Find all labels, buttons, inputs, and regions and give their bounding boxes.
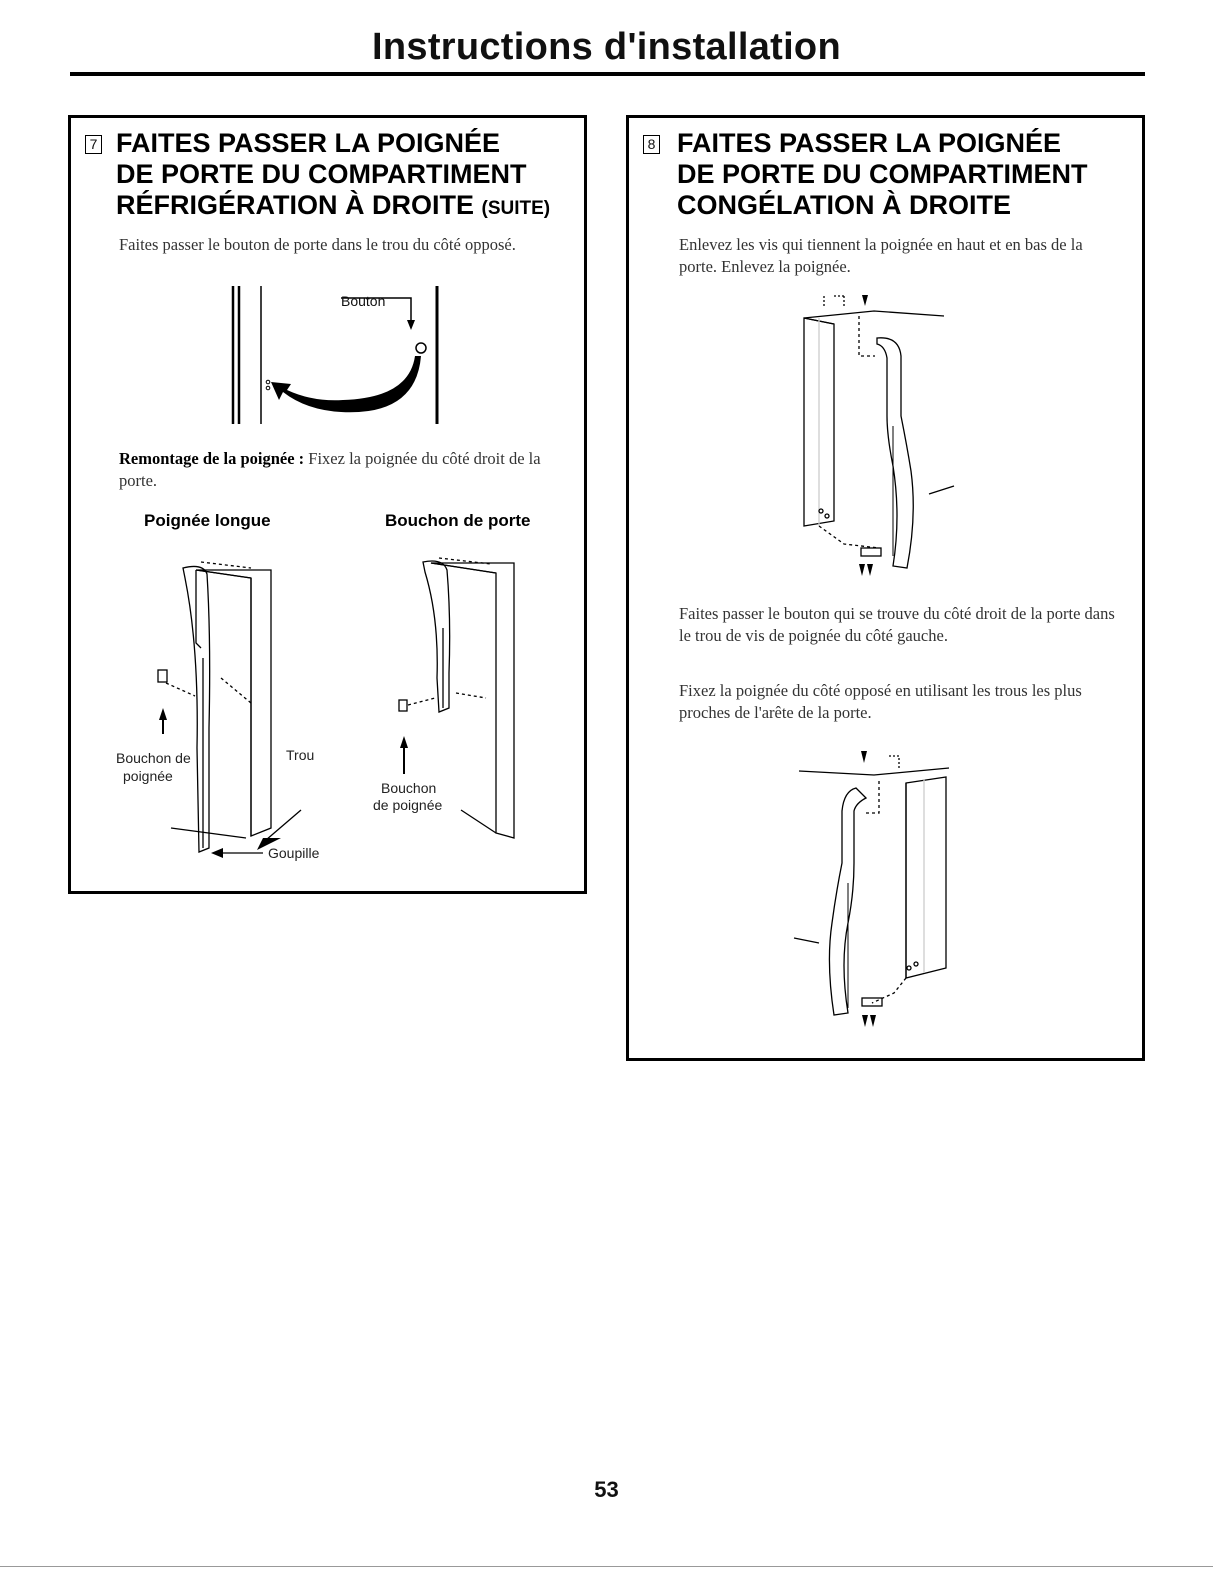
step-8-instruction-3: Fixez la poignée du côté opposé en utilisant les trous les plus proches de l'arête de la porte. [679, 681, 1082, 722]
trou-label: Trou [286, 747, 315, 763]
step-7-heading-suffix: (SUITE) [481, 198, 551, 219]
step-8-panel [626, 115, 1145, 1061]
door-plug-diagram [351, 548, 551, 858]
handle-removal-diagram [789, 296, 959, 586]
step-8-instruction-1: Enlevez les vis qui tiennent la poignée en haut et en bas de la porte. Enlevez la poignée. [679, 235, 1083, 276]
step-7-number: 7 [85, 135, 102, 154]
step-8-heading-line-1: FAITES PASSER LA POIGNÉE [677, 128, 1062, 158]
long-handle-diagram [111, 548, 341, 878]
bouton-label: Bouton [341, 293, 386, 309]
title-rule [70, 72, 1145, 76]
goupille-label: Goupille [268, 845, 320, 861]
step-7-panel [68, 115, 587, 894]
step-7-heading-line-1: FAITES PASSER LA POIGNÉE [116, 128, 501, 158]
handle-reinstall-diagram [794, 753, 964, 1048]
bouchon-label: Bouchon [381, 780, 437, 796]
step-7-reassembly-bold: Remontage de la poignée : [119, 449, 305, 468]
bouchon-de-label: Bouchon de [116, 750, 191, 766]
sub-label-door-plug: Bouchon de porte [385, 511, 531, 530]
page-title: Instructions d'installation [372, 26, 841, 68]
step-7-instruction: Faites passer le bouton de porte dans le trou du côté opposé. [119, 235, 516, 254]
step-8-instruction-2: Faites passer le bouton qui se trouve du côté droit de la porte dans le trou de vis de poignée du côté gauche. [679, 604, 1115, 645]
sub-label-long-handle: Poignée longue [144, 511, 271, 530]
step-7-reassembly-rest: Fixez la poignée du côté droit de la porte. [119, 449, 541, 490]
step-8-heading-line-2: DE PORTE DU COMPARTIMENT [677, 159, 1088, 189]
poignee-label: poignée [123, 768, 173, 784]
step-8-heading-line-3: CONGÉLATION À DROITE [677, 190, 1011, 220]
de-poignee-label: de poignée [373, 797, 443, 813]
step-8-number: 8 [643, 135, 660, 154]
bottom-rule [0, 1566, 1213, 1567]
step-7-heading-line-2: DE PORTE DU COMPARTIMENT [116, 159, 527, 189]
step-7-heading [116, 128, 550, 224]
step-7-heading-line-3: RÉFRIGÉRATION À DROITE [116, 190, 475, 220]
page-number: 53 [594, 1477, 619, 1502]
step-7-reassembly-text [119, 448, 559, 492]
step-8-heading [677, 128, 1088, 221]
